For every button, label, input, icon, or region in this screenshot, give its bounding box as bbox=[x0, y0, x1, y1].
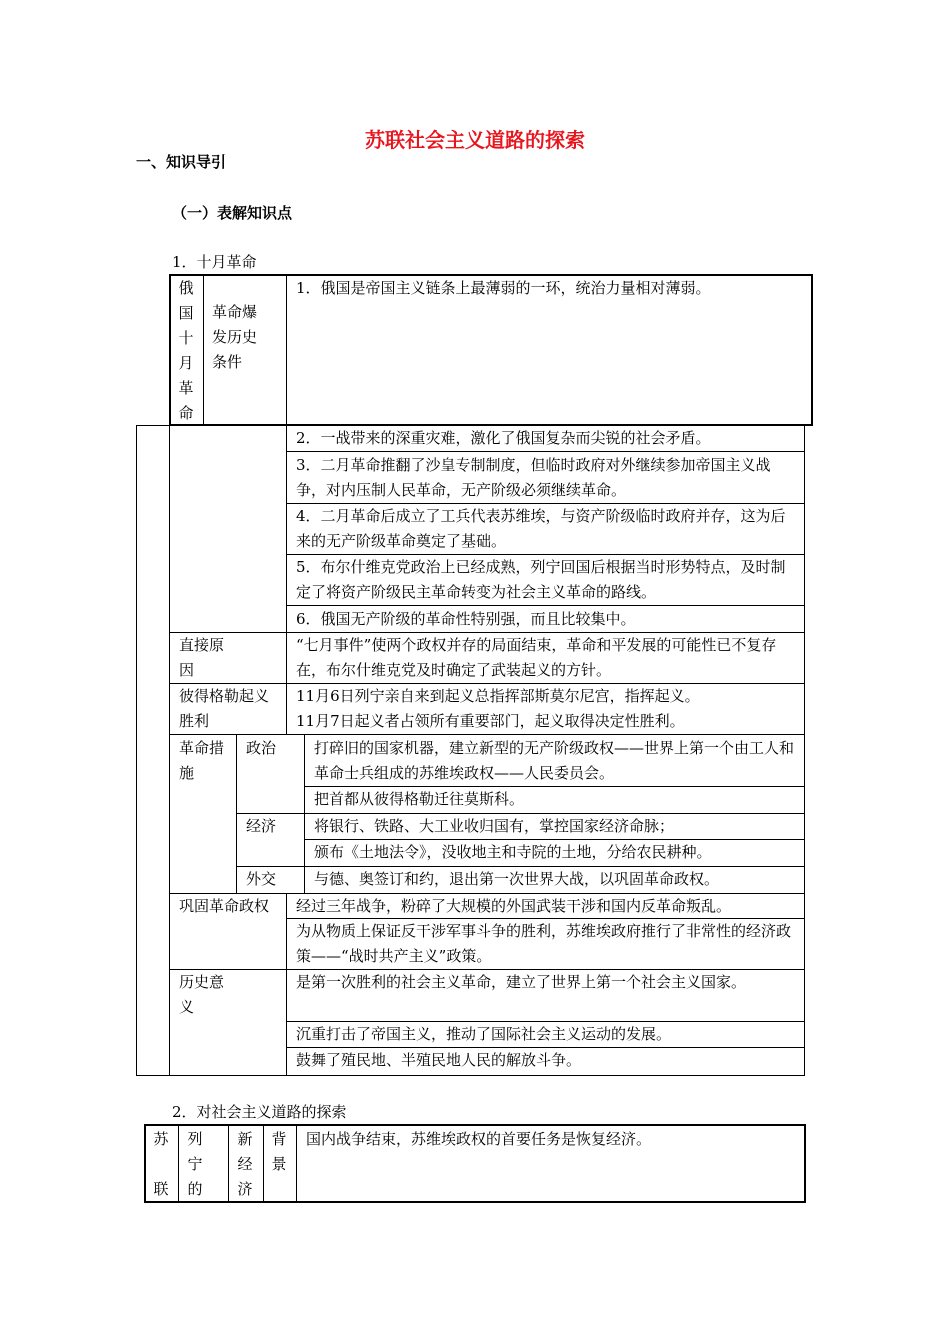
consolidate-item: 经过三年战争，粉碎了大规模的外国武装干涉和国内反革命叛乱。 bbox=[296, 897, 732, 915]
vertical-char: 背 bbox=[271, 1130, 287, 1148]
table2-caption: 2．对社会主义道路的探索 bbox=[172, 1103, 347, 1121]
vertical-char: 列 bbox=[187, 1130, 203, 1148]
t2-background-text: 国内战争结束，苏维埃政权的首要任务是恢复经济。 bbox=[306, 1130, 652, 1148]
table1-caption: 1．十月革命 bbox=[172, 253, 257, 271]
vertical-char: 苏 bbox=[153, 1130, 169, 1148]
petrograd-label: 彼得格勒起义胜利 bbox=[179, 687, 270, 730]
vertical-char: 宁 bbox=[187, 1155, 203, 1173]
petrograd-line: 11月6日列宁亲自来到起义总指挥部斯莫尔尼宫，指挥起义。 bbox=[296, 687, 700, 705]
direct-cause-label: 直接原因 bbox=[179, 636, 225, 679]
condition-item: 1．俄国是帝国主义链条上最薄弱的一环，统治力量相对薄弱。 bbox=[296, 279, 711, 297]
consolidate-item: 为从物质上保证反干涉军事斗争的胜利，苏维埃政府推行了非常性的经济政策——“战时共产主义”政策。 bbox=[296, 922, 792, 965]
subsection-heading: （一）表解知识点 bbox=[172, 204, 293, 222]
vertical-char: 革 bbox=[178, 379, 194, 397]
vertical-char: 国 bbox=[178, 304, 194, 322]
vertical-char: 经 bbox=[237, 1155, 253, 1173]
vertical-char: 的 bbox=[187, 1180, 203, 1198]
condition-item: 3．二月革命推翻了沙皇专制制度，但临时政府对外继续参加帝国主义战争，对内压制人民革命，无产阶级必须继续革命。 bbox=[296, 456, 771, 499]
condition-item: 5．布尔什维克党政治上已经成熟，列宁回国后根据当时形势特点，及时制定了将资产阶级民主革命转变为社会主义革命的路线。 bbox=[296, 558, 786, 601]
consolidate-label: 巩固革命政权 bbox=[179, 897, 270, 915]
significance-item: 沉重打击了帝国主义，推动了国际社会主义运动的发展。 bbox=[296, 1025, 672, 1043]
politics-label: 政治 bbox=[246, 739, 277, 757]
economy-item: 将银行、铁路、大工业收归国有，掌控国家经济命脉； bbox=[314, 817, 675, 835]
vertical-char: 联 bbox=[153, 1180, 169, 1198]
diplomacy-item: 与德、奥签订和约，退出第一次世界大战，以巩固革命政权。 bbox=[314, 870, 720, 888]
vertical-char: 济 bbox=[237, 1180, 253, 1198]
significance-item: 是第一次胜利的社会主义革命，建立了世界上第一个社会主义国家。 bbox=[296, 973, 747, 991]
politics-item: 打碎旧的国家机器，建立新型的无产阶级政权——世界上第一个由工人和革命士兵组成的苏维埃政权——人民委员会。 bbox=[314, 739, 795, 782]
vertical-char: 命 bbox=[178, 404, 194, 422]
vertical-char: 十 bbox=[178, 329, 194, 347]
vertical-char: 新 bbox=[237, 1130, 253, 1148]
economy-item: 颁布《土地法令》，没收地主和寺院的土地，分给农民耕种。 bbox=[314, 843, 712, 861]
condition-item: 2．一战带来的深重灾难，激化了俄国复杂而尖锐的社会矛盾。 bbox=[296, 429, 711, 447]
significance-label: 历史意义 bbox=[179, 973, 225, 1016]
vertical-char: 俄 bbox=[178, 279, 194, 297]
section-heading: 一、知识导引 bbox=[136, 153, 227, 171]
politics-item: 把首都从彼得格勒迁往莫斯科。 bbox=[314, 790, 525, 808]
vertical-char: 景 bbox=[271, 1155, 287, 1173]
direct-cause-text: “七月事件”使两个政权并存的局面结束，革命和平发展的可能性已不复存在，布尔什维克党及时确定了武装起义的方针。 bbox=[296, 636, 777, 679]
vertical-char: 月 bbox=[178, 354, 194, 372]
condition-item: 6．俄国无产阶级的革命性特别强，而且比较集中。 bbox=[296, 610, 636, 628]
significance-item: 鼓舞了殖民地、半殖民地人民的解放斗争。 bbox=[296, 1051, 582, 1069]
condition-item: 4．二月革命后成立了工兵代表苏维埃，与资产阶级临时政府并存，这为后来的无产阶级革命奠定了基础。 bbox=[296, 507, 786, 550]
page-title: 苏联社会主义道路的探索 bbox=[365, 128, 585, 152]
petrograd-line: 11月7日起义者占领所有重要部门，起义取得决定性胜利。 bbox=[296, 712, 685, 730]
diplomacy-label: 外交 bbox=[246, 870, 277, 888]
conditions-label: 革命爆发历史条件 bbox=[212, 303, 258, 371]
measures-label: 革命措施 bbox=[179, 739, 225, 782]
economy-label: 经济 bbox=[246, 817, 277, 835]
